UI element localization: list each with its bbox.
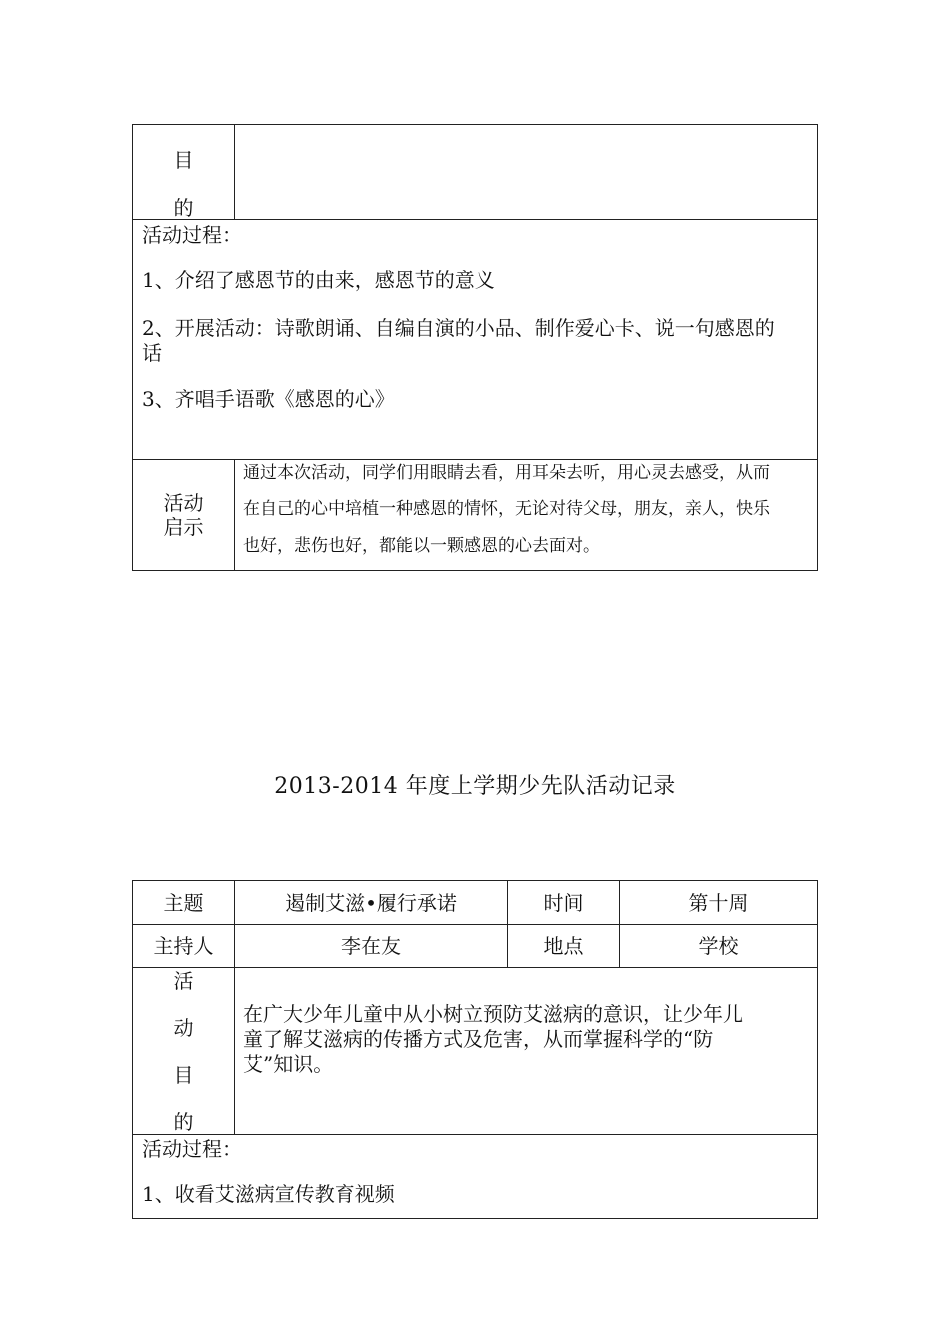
table1-insight-line-2: 在自己的心中培植一种感恩的情怀，无论对待父母，朋友，亲人，快乐 <box>243 499 770 519</box>
table2-purpose-line-2: 童了解艾滋病的传播方式及危害，从而掌握科学的“防 <box>243 1027 714 1051</box>
table2-purpose-label-char-4: 的 <box>173 1110 194 1134</box>
table1-process-item-1: 1、介绍了感恩节的由来，感恩节的意义 <box>142 268 495 292</box>
table1-col-divider-insight <box>234 459 235 571</box>
table1-purpose-label-char-1: 目 <box>173 148 194 172</box>
table2-process-heading: 活动过程： <box>142 1137 242 1161</box>
table1-process-item-2: 2、开展活动：诗歌朗诵、自编自演的小品、制作爱心卡、说一句感恩的 <box>142 316 775 340</box>
table2-host-label: 主持人 <box>153 934 214 958</box>
table2-purpose-line-1: 在广大少年儿童中从小树立预防艾滋病的意识，让少年儿 <box>243 1002 743 1026</box>
table1-border-right <box>817 124 818 571</box>
table2-host-value: 李在友 <box>341 934 401 958</box>
table2-time-value: 第十周 <box>688 891 749 915</box>
table2-border-bottom <box>132 1218 818 1219</box>
table2-theme-label: 主题 <box>163 891 204 915</box>
table2-purpose-line-3: 艾”知识。 <box>243 1052 334 1076</box>
table2-location-label: 地点 <box>543 934 584 958</box>
table1-process-item-2-cont: 话 <box>142 341 162 365</box>
table1-row-divider-1 <box>132 219 818 220</box>
table2-process-item-1: 1、收看艾滋病宣传教育视频 <box>142 1182 395 1206</box>
table2-purpose-label-char-1: 活 <box>173 969 194 993</box>
table2-col-divider-1 <box>234 880 235 1135</box>
table2-purpose-label-char-3: 目 <box>173 1063 194 1087</box>
table1-process-item-3: 3、齐唱手语歌《感恩的心》 <box>142 387 395 411</box>
document-title: 2013-2014 年度上学期少先队活动记录 <box>274 774 676 799</box>
table2-border-right <box>817 880 818 1219</box>
table1-insight-line-1: 通过本次活动，同学们用眼睛去看，用耳朵去听，用心灵去感受，从而 <box>243 463 770 483</box>
table2-time-label: 时间 <box>543 891 584 915</box>
table2-purpose-label-char-2: 动 <box>173 1016 194 1040</box>
table2-border-left <box>132 880 133 1219</box>
table2-location-value: 学校 <box>698 934 739 958</box>
table1-insight-label-line-2: 启示 <box>163 515 204 539</box>
table1-process-heading: 活动过程： <box>142 223 242 247</box>
table1-purpose-label-char-2: 的 <box>173 196 194 220</box>
table2-theme-value: 遏制艾滋•履行承诺 <box>285 891 457 915</box>
table1-insight-line-3: 也好，悲伤也好，都能以一颗感恩的心去面对。 <box>243 536 600 556</box>
table1-col-divider-purpose <box>234 124 235 220</box>
table1-insight-label-line-1: 活动 <box>163 491 204 515</box>
